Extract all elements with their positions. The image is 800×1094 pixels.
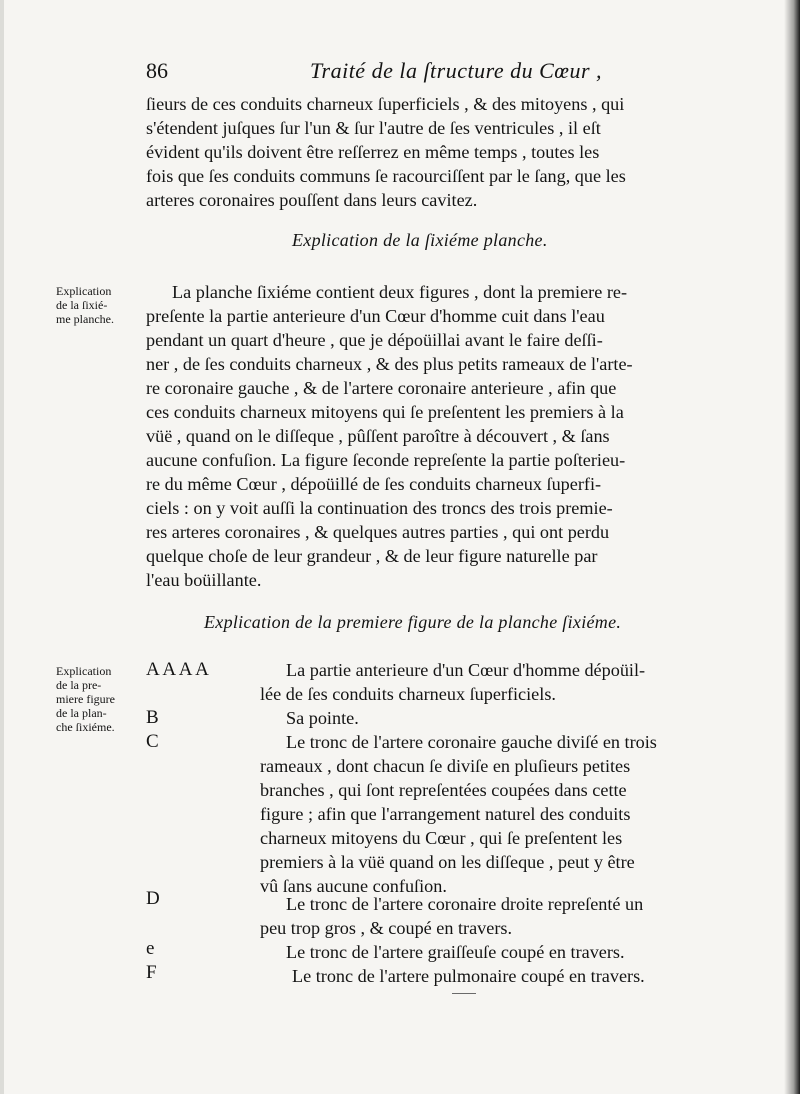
entry-line: branches , qui ſont repreſentées coupées dans cette [260, 780, 627, 800]
entry-line: figure ; afin que l'arrangement naturel des conduits [260, 804, 631, 824]
margin-note-line: de la pre- [56, 678, 102, 692]
body-line: pendant un quart d'heure , que je dépoüillai avant le faire deſſi- [146, 330, 603, 350]
entry-line: peu trop gros , & coupé en travers. [260, 918, 513, 938]
running-title: Traité de la ſtructure du Cœur , [310, 58, 603, 83]
entry-line: rameaux , dont chacun ſe diviſe en pluſieurs petites [260, 756, 631, 776]
print-smudge [452, 993, 476, 994]
margin-note-line: me planche. [56, 312, 114, 326]
intro-line: fois que ſes conduits communs ſe racourciſſent par le ſang, que les [146, 166, 626, 186]
body-line: ner , de ſes conduits charneux , & des plus petits rameaux de l'arte- [146, 354, 633, 374]
page-number: 86 [146, 58, 168, 83]
running-header [146, 58, 770, 88]
entry-line: lée de ſes conduits charneux ſuperficiels. [260, 684, 556, 704]
body-line: ciels : on y voit auſſi la continuation des troncs des trois premie- [146, 498, 613, 518]
entry-line: Le tronc de l'artere coronaire droite repreſenté un [286, 894, 644, 914]
figure-label: C [146, 731, 159, 752]
body-line: vüë , quand on le diſſeque , pûſſent paroître à découvert , & ſans [146, 426, 610, 446]
intro-line: s'étendent juſques ſur l'un & ſur l'autre de ſes ventricules , il eſt [146, 118, 601, 138]
binding-shadow [784, 0, 800, 1094]
figure-label: D [146, 888, 160, 909]
section-heading-sixth-plate: Explication de la ſixiéme planche. [292, 230, 548, 250]
body-line: La planche ſixiéme contient deux figures , dont la premiere re- [172, 282, 628, 302]
intro-line: arteres coronaires pouſſent dans leurs cavitez. [146, 190, 478, 210]
entry-line: La partie anterieure d'un Cœur d'homme dépoüil- [286, 660, 646, 680]
body-line: quelque choſe de leur grandeur , & de leur figure naturelle par [146, 546, 598, 566]
entry-line: vû ſans aucune confuſion. [260, 876, 447, 896]
entry-line: charneux mitoyens du Cœur , qui ſe preſentent les [260, 828, 623, 848]
entry-line: premiers à la vüë quand on les diſſeque , peut y être [260, 852, 635, 872]
entry-line: Sa pointe. [286, 708, 359, 728]
entry-line: Le tronc de l'artere coronaire gauche diviſé en trois [286, 732, 657, 752]
figure-label: e [146, 938, 155, 959]
figure-label: B [146, 707, 159, 728]
body-line: preſente la partie anterieure d'un Cœur d'homme cuit dans l'eau [146, 306, 605, 326]
intro-line: ſieurs de ces conduits charneux ſuperficiels , & des mitoyens , qui [146, 94, 625, 114]
section-heading-first-figure: Explication de la premiere figure de la planche ſixiéme. [204, 612, 622, 632]
entry-line: Le tronc de l'artere graiſſeuſe coupé en travers. [286, 942, 625, 962]
body-line: re coronaire gauche , & de l'artere coronaire anterieure , afin que [146, 378, 617, 398]
body-line: aucune confuſion. La figure ſeconde repreſente la partie poſterieu- [146, 450, 626, 470]
figure-label: F [146, 962, 157, 983]
margin-note-line: de la ſixié- [56, 298, 108, 312]
body-line: re du même Cœur , dépoüillé de ſes conduits charneux ſuperfi- [146, 474, 602, 494]
margin-note-line: Explication [56, 664, 112, 678]
body-line: ces conduits charneux mitoyens qui ſe preſentent les premiers à la [146, 402, 624, 422]
figure-label: A A A A [146, 659, 209, 680]
entry-line: Le tronc de l'artere pulmonaire coupé en travers. [292, 966, 645, 986]
margin-note-line: miere figure [56, 692, 115, 706]
page-left-edge [0, 0, 4, 1094]
margin-note-line: Explication [56, 284, 112, 298]
body-line: res arteres coronaires , & quelques autres parties , qui ont perdu [146, 522, 610, 542]
intro-line: évident qu'ils doivent être reſſerrez en même temps , toutes les [146, 142, 600, 162]
margin-note-line: che ſixiéme. [56, 720, 115, 734]
margin-note-line: de la plan- [56, 706, 107, 720]
body-line: l'eau boüillante. [146, 570, 262, 590]
